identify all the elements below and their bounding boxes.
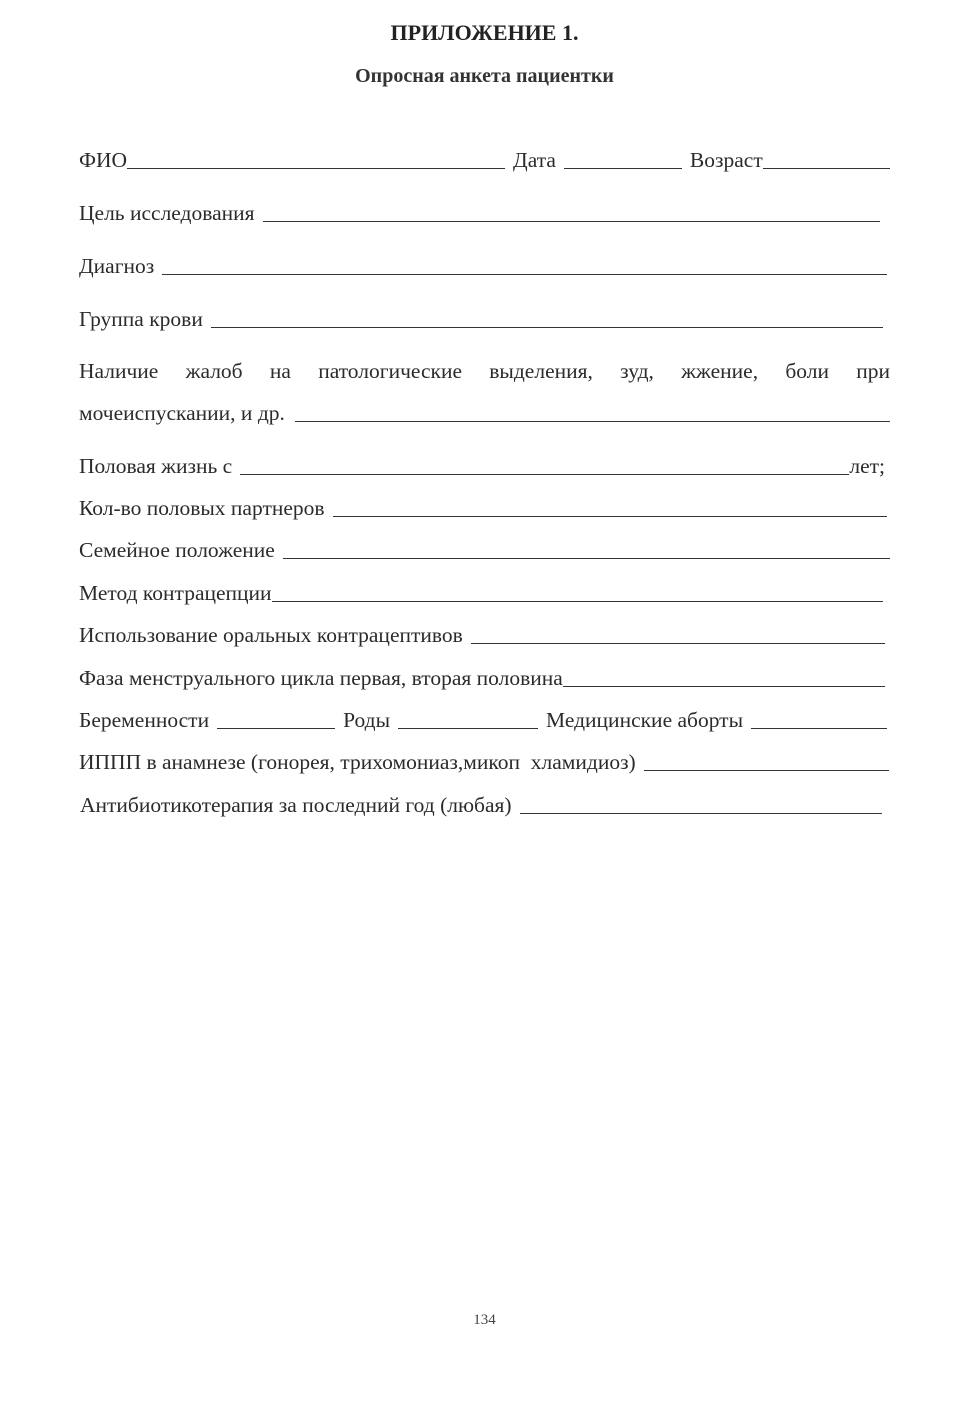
fio-field[interactable] bbox=[127, 168, 505, 169]
age-label: Возраст bbox=[689, 148, 763, 172]
sex-life-field[interactable] bbox=[240, 474, 849, 475]
marital-label: Семейное положение bbox=[79, 538, 275, 562]
blood-group-label: Группа крови bbox=[79, 307, 203, 331]
antibiotics-label: Антибиотикотерапия за последний год (любая) bbox=[80, 793, 512, 817]
abortions-label: Медицинские аборты bbox=[546, 708, 744, 732]
age-field[interactable] bbox=[763, 168, 890, 169]
stis-label: ИППП в анамнезе (гонорея, трихомониаз,микоп хламидиоз) bbox=[79, 750, 636, 774]
oral-contraceptives-label: Использование оральных контрацептивов bbox=[79, 623, 463, 647]
row-contraception bbox=[79, 579, 883, 607]
abortions-field[interactable] bbox=[751, 728, 887, 729]
row-stis bbox=[79, 748, 889, 776]
pregnancies-label: Беременности bbox=[79, 708, 210, 732]
purpose-label: Цель исследования bbox=[79, 201, 255, 225]
contraception-field[interactable] bbox=[272, 601, 883, 602]
complaints-label: мочеиспускании, и др. bbox=[79, 401, 285, 425]
births-field[interactable] bbox=[398, 728, 538, 729]
fio-label: ФИО bbox=[79, 148, 128, 172]
row-complaints bbox=[79, 399, 890, 427]
sex-life-suffix: лет; bbox=[849, 454, 885, 478]
contraception-label: Метод контрацепции bbox=[79, 581, 272, 605]
row-sex-life bbox=[79, 452, 885, 480]
row-blood-group bbox=[79, 305, 883, 333]
questionnaire-title: Опросная анкета пациентки bbox=[355, 65, 614, 87]
partners-field[interactable] bbox=[333, 516, 887, 517]
blood-group-field[interactable] bbox=[211, 327, 883, 328]
oral-contraceptives-field[interactable] bbox=[471, 643, 885, 644]
row-marital bbox=[79, 536, 890, 564]
row-fio-date-age bbox=[79, 146, 890, 174]
date-field[interactable] bbox=[564, 168, 682, 169]
diagnosis-label: Диагноз bbox=[79, 254, 155, 278]
appendix-title: ПРИЛОЖЕНИЕ 1. bbox=[390, 20, 579, 45]
row-antibiotics bbox=[80, 791, 882, 819]
births-label: Роды bbox=[343, 708, 391, 732]
antibiotics-field[interactable] bbox=[520, 813, 882, 814]
cycle-phase-label: Фаза менструального цикла первая, вторая половина bbox=[79, 666, 563, 690]
sex-life-label: Половая жизнь с bbox=[79, 454, 233, 478]
row-obstetric-history bbox=[79, 706, 887, 734]
page-number: 134 bbox=[473, 1312, 496, 1328]
complaints-field[interactable] bbox=[295, 421, 890, 422]
marital-field[interactable] bbox=[283, 558, 890, 559]
cycle-phase-field[interactable] bbox=[563, 686, 885, 687]
row-diagnosis bbox=[79, 252, 887, 280]
diagnosis-field[interactable] bbox=[162, 274, 887, 275]
row-cycle-phase bbox=[79, 664, 885, 692]
partners-label: Кол-во половых партнеров bbox=[79, 496, 325, 520]
pregnancies-field[interactable] bbox=[217, 728, 335, 729]
date-label: Дата bbox=[513, 148, 556, 172]
purpose-field[interactable] bbox=[263, 221, 880, 222]
row-partners bbox=[79, 494, 887, 522]
row-purpose bbox=[79, 199, 880, 227]
stis-field[interactable] bbox=[644, 770, 889, 771]
complaints-question-line-1: Наличие жалоб на патологические выделения, зуд, жжение, боли при bbox=[79, 359, 890, 383]
row-oral-contraceptives bbox=[79, 621, 885, 649]
